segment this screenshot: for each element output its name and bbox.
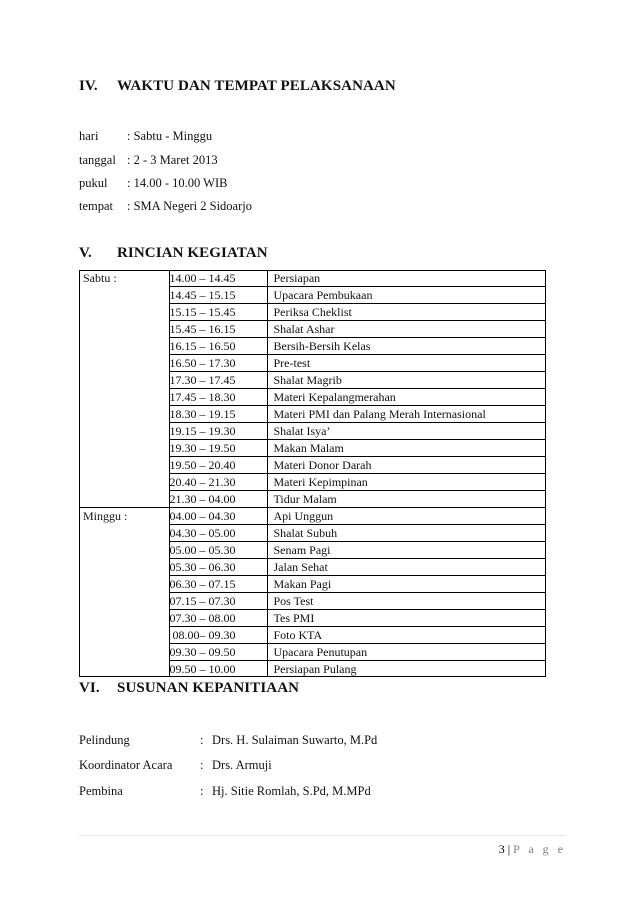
schedule-time: 19.30 – 19.50 bbox=[169, 440, 267, 457]
section-4-heading bbox=[79, 78, 396, 95]
schedule-row bbox=[79, 321, 546, 338]
schedule-day bbox=[79, 406, 169, 423]
info-label: tanggal bbox=[79, 153, 116, 167]
schedule-activity: Makan Malam bbox=[267, 440, 546, 457]
schedule-day bbox=[79, 474, 169, 491]
schedule-day bbox=[79, 338, 169, 355]
schedule-activity: Pre-test bbox=[267, 355, 546, 372]
info-label: tempat bbox=[79, 199, 114, 213]
schedule-activity: Materi Donor Darah bbox=[267, 457, 546, 474]
info-value: : 2 - 3 Maret 2013 bbox=[127, 153, 218, 167]
schedule-day bbox=[79, 593, 169, 610]
schedule-row bbox=[79, 644, 546, 661]
committee-colon: : bbox=[200, 733, 204, 747]
schedule-time: 19.15 – 19.30 bbox=[169, 423, 267, 440]
schedule-activity: Upacara Pembukaan bbox=[267, 287, 546, 304]
schedule-day bbox=[79, 542, 169, 559]
schedule-activity: Api Unggun bbox=[267, 508, 546, 525]
committee-role: Pembina bbox=[79, 784, 123, 798]
committee-colon: : bbox=[200, 784, 204, 798]
schedule-row bbox=[79, 491, 546, 508]
section-5-title: RINCIAN KEGIATAN bbox=[117, 245, 268, 261]
schedule-time: 08.00– 09.30 bbox=[169, 627, 267, 644]
schedule-row bbox=[79, 287, 546, 304]
schedule-row bbox=[79, 559, 546, 576]
schedule-time: 05.30 – 06.30 bbox=[169, 559, 267, 576]
committee-list bbox=[79, 733, 479, 803]
section-4-number: IV. bbox=[79, 78, 98, 94]
schedule-activity: Periksa Cheklist bbox=[267, 304, 546, 321]
schedule-time: 15.15 – 15.45 bbox=[169, 304, 267, 321]
page-footer bbox=[499, 842, 566, 857]
schedule-row bbox=[79, 474, 546, 491]
section-5-heading bbox=[79, 245, 268, 262]
schedule-row bbox=[79, 389, 546, 406]
schedule-time: 16.50 – 17.30 bbox=[169, 355, 267, 372]
schedule-row bbox=[79, 457, 546, 474]
schedule-row bbox=[79, 542, 546, 559]
schedule-activity: Foto KTA bbox=[267, 627, 546, 644]
page-separator: | bbox=[507, 842, 511, 856]
schedule-row bbox=[79, 440, 546, 457]
committee-name: Drs. H. Sulaiman Suwarto, M.Pd bbox=[212, 733, 378, 747]
schedule-time: 05.00 – 05.30 bbox=[169, 542, 267, 559]
committee-name: Hj. Sitie Romlah, S.Pd, M.MPd bbox=[212, 784, 371, 798]
schedule-row bbox=[79, 508, 546, 525]
section-5-number: V. bbox=[79, 245, 92, 261]
schedule-time: 20.40 – 21.30 bbox=[169, 474, 267, 491]
schedule-day bbox=[79, 525, 169, 542]
schedule-row bbox=[79, 355, 546, 372]
schedule-time: 04.00 – 04.30 bbox=[169, 508, 267, 525]
schedule-activity: Upacara Penutupan bbox=[267, 644, 546, 661]
schedule-time: 09.30 – 09.50 bbox=[169, 644, 267, 661]
schedule-time: 14.45 – 15.15 bbox=[169, 287, 267, 304]
info-value: : Sabtu - Minggu bbox=[127, 129, 213, 143]
schedule-day bbox=[79, 287, 169, 304]
section-4-title: WAKTU DAN TEMPAT PELAKSANAAN bbox=[117, 78, 396, 94]
schedule-activity: Jalan Sehat bbox=[267, 559, 546, 576]
section-6-heading bbox=[79, 680, 299, 697]
page-word: P a g e bbox=[513, 842, 566, 856]
schedule-day bbox=[79, 457, 169, 474]
info-label: pukul bbox=[79, 176, 108, 190]
schedule-row bbox=[79, 304, 546, 321]
schedule-day bbox=[79, 423, 169, 440]
schedule-row bbox=[79, 406, 546, 423]
schedule-day bbox=[79, 321, 169, 338]
schedule-activity: Shalat Magrib bbox=[267, 372, 546, 389]
schedule-activity: Materi PMI dan Palang Merah Internasional bbox=[267, 406, 546, 423]
schedule-row bbox=[79, 661, 546, 678]
section-6-title: SUSUNAN KEPANITIAAN bbox=[117, 680, 300, 696]
schedule-day bbox=[79, 304, 169, 321]
schedule-row bbox=[79, 270, 546, 287]
info-label: hari bbox=[79, 129, 99, 143]
schedule-time: 21.30 – 04.00 bbox=[169, 491, 267, 508]
schedule-row bbox=[79, 576, 546, 593]
schedule-time: 14.00 – 14.45 bbox=[169, 270, 267, 287]
schedule-activity: Materi Kepalangmerahan bbox=[267, 389, 546, 406]
schedule-time: 17.30 – 17.45 bbox=[169, 372, 267, 389]
schedule-activity: Bersih-Bersih Kelas bbox=[267, 338, 546, 355]
schedule-activity: Makan Pagi bbox=[267, 576, 546, 593]
schedule-row bbox=[79, 423, 546, 440]
schedule-time: 07.15 – 07.30 bbox=[169, 593, 267, 610]
schedule-day bbox=[79, 440, 169, 457]
schedule-day: Sabtu : bbox=[79, 270, 169, 287]
schedule-day bbox=[79, 355, 169, 372]
schedule-row bbox=[79, 525, 546, 542]
schedule-time: 07.30 – 08.00 bbox=[169, 610, 267, 627]
schedule-row bbox=[79, 610, 546, 627]
schedule-activity: Persiapan bbox=[267, 270, 546, 287]
schedule-activity: Tidur Malam bbox=[267, 491, 546, 508]
schedule-time: 16.15 – 16.50 bbox=[169, 338, 267, 355]
schedule-activity: Senam Pagi bbox=[267, 542, 546, 559]
schedule-activity: Pos Test bbox=[267, 593, 546, 610]
committee-colon: : bbox=[200, 758, 204, 772]
schedule-activity: Tes PMI bbox=[267, 610, 546, 627]
committee-role: Pelindung bbox=[79, 733, 130, 747]
schedule-day bbox=[79, 576, 169, 593]
schedule-table bbox=[79, 270, 546, 677]
schedule-time: 18.30 – 19.15 bbox=[169, 406, 267, 423]
schedule-row bbox=[79, 627, 546, 644]
event-info bbox=[79, 129, 379, 219]
schedule-day: Minggu : bbox=[79, 508, 169, 525]
schedule-time: 04.30 – 05.00 bbox=[169, 525, 267, 542]
schedule-day bbox=[79, 644, 169, 661]
schedule-row bbox=[79, 338, 546, 355]
schedule-activity: Shalat Isya’ bbox=[267, 423, 546, 440]
schedule-row bbox=[79, 593, 546, 610]
schedule-day bbox=[79, 661, 169, 678]
info-value: : 14.00 - 10.00 WIB bbox=[127, 176, 228, 190]
schedule-day bbox=[79, 610, 169, 627]
schedule-activity: Shalat Subuh bbox=[267, 525, 546, 542]
schedule-time: 06.30 – 07.15 bbox=[169, 576, 267, 593]
schedule-time: 17.45 – 18.30 bbox=[169, 389, 267, 406]
committee-name: Drs. Armuji bbox=[212, 758, 272, 772]
schedule-activity: Shalat Ashar bbox=[267, 321, 546, 338]
page-number: 3 bbox=[498, 842, 505, 856]
schedule-day bbox=[79, 389, 169, 406]
schedule-activity: Persiapan Pulang bbox=[273, 662, 357, 676]
schedule-activity: Materi Kepimpinan bbox=[267, 474, 546, 491]
schedule-time: 19.50 – 20.40 bbox=[169, 457, 267, 474]
schedule-day bbox=[79, 491, 169, 508]
info-value: : SMA Negeri 2 Sidoarjo bbox=[127, 199, 252, 213]
schedule-day bbox=[79, 627, 169, 644]
schedule-time: 09.50 – 10.00 bbox=[169, 661, 267, 678]
schedule-day bbox=[79, 559, 169, 576]
schedule-day bbox=[79, 372, 169, 389]
schedule-time: 15.45 – 16.15 bbox=[169, 321, 267, 338]
footer-divider bbox=[79, 835, 566, 836]
schedule-row bbox=[79, 372, 546, 389]
section-6-number: VI. bbox=[79, 680, 100, 696]
committee-role: Koordinator Acara bbox=[79, 758, 173, 772]
